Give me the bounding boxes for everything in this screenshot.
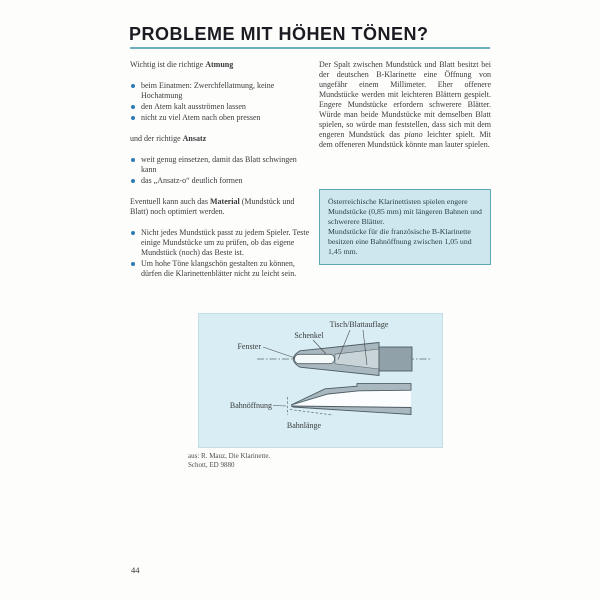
material-bullet-list: [130, 228, 314, 279]
label-fenster: Fenster: [237, 342, 261, 351]
atmung-bullet-list: [130, 81, 314, 123]
label-bahnoeffnung: Bahnöffnung: [229, 401, 272, 410]
list-item: den Atem kalt ausströmen lassen: [130, 102, 314, 112]
list-item: Nicht jedes Mundstück passt zu jedem Spieler. Teste einige Mundstücke um zu prüfen, ob das eigene Mundstück (noch) das Beste ist.: [130, 228, 314, 258]
intro-ansatz-text: und der richtige: [130, 134, 183, 143]
info-box-line2: Mundstücke für die französische B-Klarinette besitzen eine Bahnöffnung zwischen 1,05 und 1,45 mm.: [328, 227, 472, 256]
facing-length-dashed-line: [290, 410, 333, 416]
figure-caption: [188, 452, 270, 470]
label-tisch-blattauflage: Tisch/Blattauflage: [329, 320, 389, 329]
leader-fenster: [263, 347, 295, 358]
mouthpiece-diagram: [198, 313, 443, 448]
intro-ansatz-bold: Ansatz: [182, 134, 207, 143]
intro-atmung-bold: Atmung: [205, 60, 234, 69]
mouthpiece-window: [295, 354, 335, 363]
list-item: weit genug einsetzen, damit das Blatt schwingen kann: [130, 155, 314, 175]
intro-material-bold: Material: [209, 197, 240, 206]
page-number: 44: [131, 565, 140, 575]
info-box: [319, 189, 491, 265]
ansatz-bullet-list: [130, 155, 314, 186]
body-paragraph: [319, 60, 491, 150]
intro-material: [130, 197, 314, 217]
list-item: Um hohe Töne klangschön gestalten zu können, dürfen die Klarinettenblätter nicht zu leicht sein.: [130, 259, 314, 279]
info-box-line1: Österreichische Klarinettisten spielen engere Mundstücke (0,85 mm) mit längeren Bahnen und schwerere Blätter.: [328, 197, 482, 226]
paragraph-part1: Der Spalt zwischen Mundstück und Blatt besitzt bei der deutschen B-Klarinette eine Öffnung von ungefähr einem Millimeter. Eher offenere Mundstücke werden mit leichteren Blättern gespielt. Engere Mundstücke erfordern schwerere Blätter. Würde man beide Mundstücke mit demselben Blatt spielen, so würde man feststellen, dass sich mit dem engeren Mundstück das: [319, 60, 491, 139]
page-title: PROBLEME MIT HÖHEN TÖNEN?: [129, 24, 429, 44]
list-item: beim Einatmen: Zwerchfellatmung, keine Hochatmung: [130, 81, 314, 101]
intro-ansatz: [130, 134, 314, 144]
label-schenkel: Schenkel: [294, 331, 324, 340]
mouthpiece-bottom-rail: [291, 406, 411, 415]
list-item: das „Ansatz-o“ deutlich formen: [130, 176, 314, 186]
caption-line2: Schott, ED 9880: [188, 461, 235, 469]
mouthpiece-diagram-svg: [199, 314, 442, 447]
title-underline-rule: [130, 47, 490, 49]
right-column: [319, 60, 491, 265]
caption-line1: aus: R. Mauz, Die Klarinette.: [188, 452, 271, 460]
list-item: nicht zu viel Atem nach oben pressen: [130, 113, 314, 123]
intro-atmung-text: Wichtig ist die richtige: [130, 60, 206, 69]
mouthpiece-tenon-top-view: [379, 347, 412, 371]
intro-material-text: Eventuell kann auch das: [130, 197, 210, 206]
paragraph-italic: piano: [404, 130, 423, 139]
intro-atmung: [130, 60, 314, 70]
label-bahnlaenge: Bahnlänge: [286, 421, 322, 430]
left-column: [130, 60, 314, 290]
intro-material-suffix: (Mundstück und Blatt) noch optimiert werden.: [130, 197, 295, 216]
paragraph-part2: leichter spielt. Mit dem offeneren Mundstück könnte man lauter spielen.: [319, 130, 491, 149]
leader-bahnoeffnung: [273, 406, 286, 407]
